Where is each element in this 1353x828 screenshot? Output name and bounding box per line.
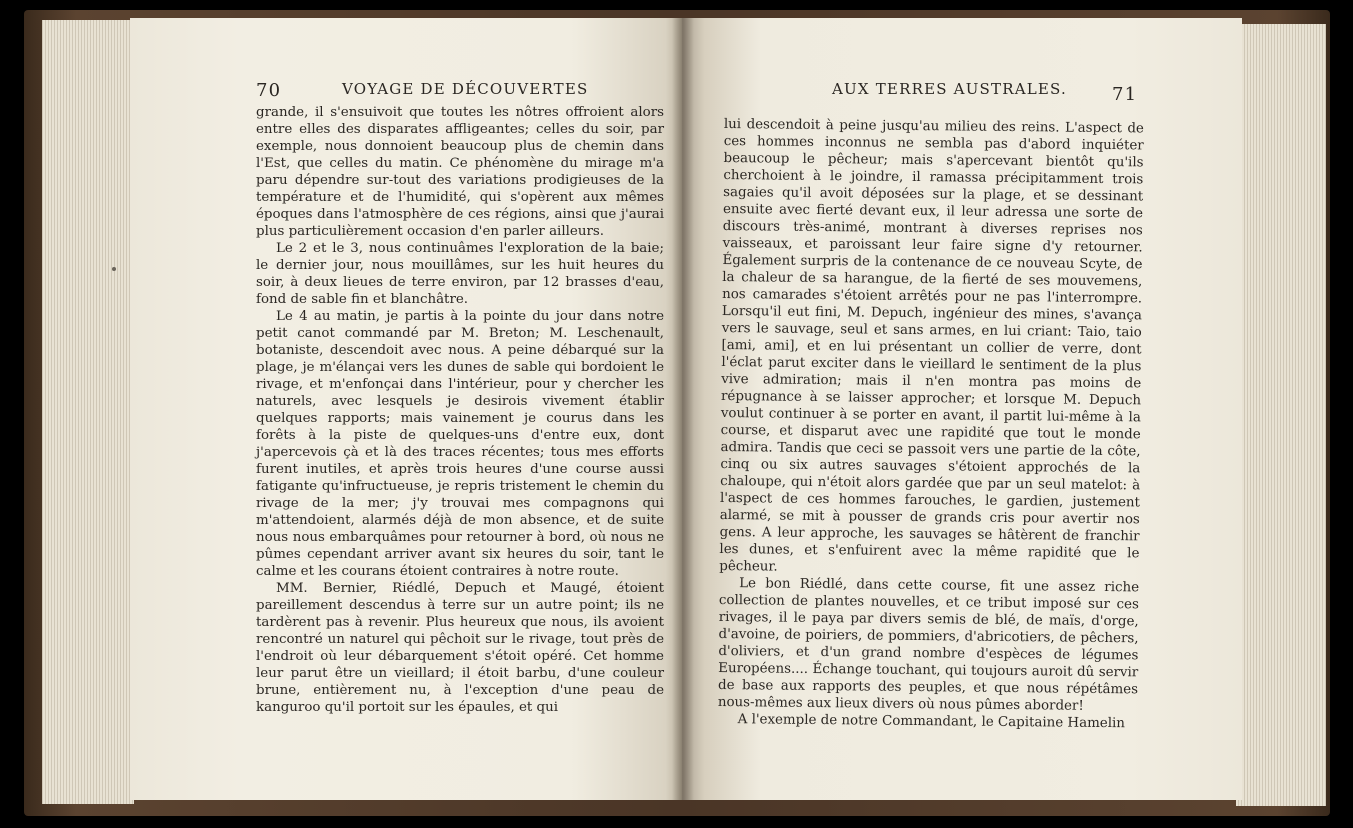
left-text-block xyxy=(256,104,664,716)
left-paragraph-2: Le 2 et le 3, nous continuâmes l'exploration de la baie; le dernier jour, nous mouillâmes, sur les huit heures du soir, à deux lieues de terre environ, par 12 brasses d'eau, fond de sable fin et blanchâtre. xyxy=(256,241,664,307)
right-paragraph-1: lui descendoit à peine jusqu'au milieu des reins. L'aspect de ces hommes inconnus ne sembla pas d'abord inquiéter beaucoup le pêcheur; mais s'apercevant bientôt qu'ils cherchoient à le joindre, il ramassa précipitamment trois sagaies qu'il avoit déposées sur la plage, et se dessinant ensuite avec fierté devant eux, il leur adressa une sorte de discours très-animé, montrant à diverses reprises nos vaisseaux, et paroissant leur faire signe d'y retourner. Également surpris de la contenance de ce nouveau Scyte, de la chaleur de sa harangue, de la fierté de ses mouvemens, nos camarades s'étoient arrêtés pour ne pas l'interrompre. Lorsqu'il eut fini, M. Depuch, ingénieur des mines, s'avança vers le sauvage, seul et sans armes, en lui criant: Taio, taio [ami, ami], et en lui présentant un collier de verre, dont l'éclat parut exciter dans le vieillard le sentiment de la plus vive admiration; mais il n'en montra pas moins de répugnance à se laisser approcher; et lorsque M. Depuch voulut continuer à se porter en avant, il partit lui-même à la course, et disparut avec une rapidité que tout le monde admira. Tandis que ceci se passoit vers une partie de la côte, cinq ou six autres sauvages s'étoient approchés de la chaloupe, qui n'étoit alors gardée que par un seul matelot: à l'aspect de ces hommes farouches, le gardien, justement alarmé, se mit à pousser de grands cris pour avertir nos gens. A leur approche, les sauvages se hâtèrent de franchir les dunes, et s'enfuirent avec la même rapidité que le pêcheur. xyxy=(719,116,1144,575)
right-page-number: 71 xyxy=(1112,84,1138,105)
page-edges-right xyxy=(1236,24,1326,806)
left-page-number: 70 xyxy=(256,80,282,101)
right-paragraph-2: Le bon Riédlé, dans cette course, fit une assez riche collection de plantes nouvelles, et ce tribut imposé sur ces rivages, il le paya par divers semis de blé, de maïs, d'orge, d'avoine, de poiriers, de pommiers, d'abricotiers, de pêchers, d'oliviers, et d'un grand nombre d'espèces de légumes Européens.... Échange touchant, qui toujours auroit dû servir de base aux rapports des peuples, et que nous répétâmes nous-mêmes aux lieux divers où nous pûmes aborder! xyxy=(717,576,1140,714)
left-paragraph-4: MM. Bernier, Riédlé, Depuch et Maugé, étoient pareillement descendus à terre sur un autre point; ils ne tardèrent pas à revenir. Plus heureux que nous, ils avoient rencontré un naturel qui pêchoit sur le rivage, tout près de l'endroit où leur débarquement s'étoit opéré. Cet homme leur parut être un vieillard; il étoit barbu, d'une couleur brune, entièrement nu, à l'exception d'une peau de kanguroo qu'il portoit sur les épaules, et qui xyxy=(256,581,664,715)
right-paragraph-3: A l'exemple de notre Commandant, le Capitaine Hamelin xyxy=(737,712,1126,732)
right-running-head: AUX TERRES AUSTRALES. xyxy=(832,80,1067,98)
left-paragraph-1: grande, il s'ensuivoit que toutes les nôtres offroient alors entre elles des disparates affligeantes; celles du soir, par exemple, nous donnoient beaucoup plus de chemin dans l'Est, que celles du matin. Ce phénomène du mirage m'a paru dépendre sur-tout des variations prodigieuses de la température et de l'humidité, qui s'opèrent aux mêmes époques dans l'atmosphère de ces régions, ainsi que j'aurai plus particulièrement occasion d'en parler ailleurs. xyxy=(256,105,664,239)
margin-dot xyxy=(112,267,116,271)
right-page xyxy=(682,18,1242,800)
left-paragraph-3: Le 4 au matin, je partis à la pointe du jour dans notre petit canot commandé par M. Breton; M. Leschenault, botaniste, descendoit avec nous. A peine débarqué sur la plage, je m'élançai vers les dunes de sable qui bordoient le rivage, et m'enfonçai dans l'intérieur, pour y chercher les naturels, avec lesquels je desirois vivement établir quelques rapports; mais vainement je courus dans les forêts à la piste de quelques-uns d'entre eux, dont j'apercevois çà et là des traces récentes; tous mes efforts furent inutiles, et après trois heures d'une course aussi fatigante qu'infructueuse, je repris tristement le chemin du rivage de la mer; j'y trouvai mes compagnons qui m'attendoient, alarmés déjà de mon absence, et de suite nous nous embarquâmes pour retourner à bord, où nous ne pûmes cependant arriver avant six heures du soir, tant le calme et les courans étoient contraires à notre route. xyxy=(256,309,664,579)
left-running-head: VOYAGE DE DÉCOUVERTES xyxy=(342,80,589,98)
right-text-block xyxy=(718,116,1144,732)
page-edges-left xyxy=(42,20,134,804)
left-page xyxy=(130,18,682,800)
book-gutter xyxy=(672,18,694,800)
